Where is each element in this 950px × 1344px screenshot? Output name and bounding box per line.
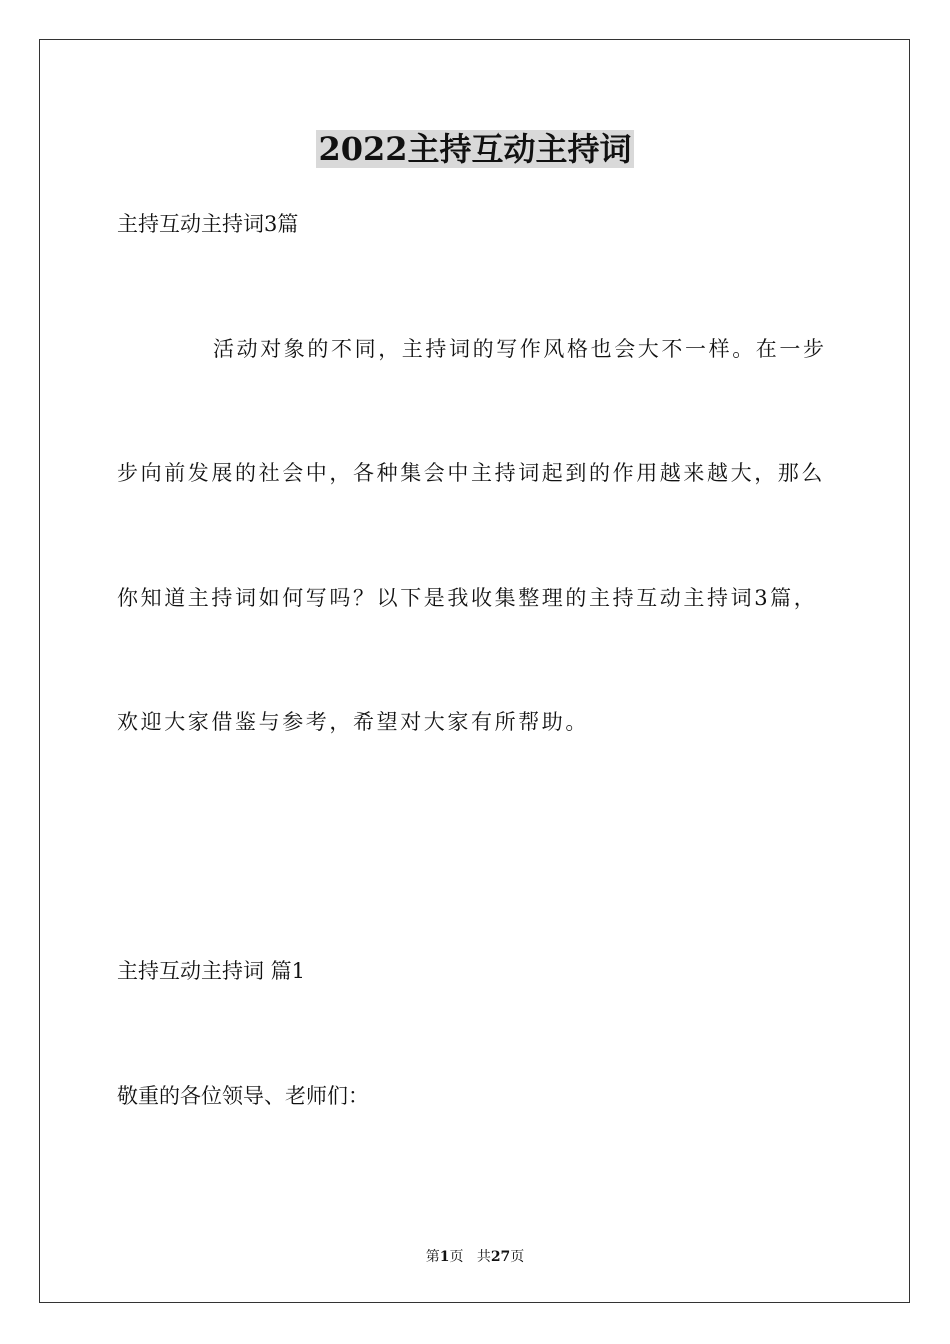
- intro-line-2: 步向前发展的社会中，各种集会中主持词起到的作用越来越大，那么: [117, 461, 825, 485]
- footer-page-prefix: 第: [425, 1249, 440, 1265]
- intro-line-4: 欢迎大家借鉴与参考，希望对大家有所帮助。: [117, 710, 589, 734]
- intro-line-1: 活动对象的不同，主持词的写作风格也会大不一样。在一步: [213, 337, 827, 361]
- document-title-text: 2022主持互动主持词: [318, 130, 632, 168]
- footer-page-suffix: 页: [449, 1249, 464, 1265]
- footer-page-number: 1: [439, 1249, 450, 1265]
- page-footer: [0, 1247, 950, 1267]
- footer-total-pages: 27: [490, 1249, 511, 1265]
- document-title: [0, 124, 950, 174]
- section-heading: 主持互动主持词 篇1: [117, 959, 306, 983]
- document-subtitle: 主持互动主持词3篇: [117, 212, 299, 236]
- intro-line-3: 你知道主持词如何写吗？以下是我收集整理的主持互动主持词3篇，: [117, 586, 818, 610]
- footer-total-prefix: 共: [476, 1249, 491, 1265]
- footer-total-suffix: 页: [510, 1249, 525, 1265]
- salutation: 敬重的各位领导、老师们：: [117, 1084, 369, 1108]
